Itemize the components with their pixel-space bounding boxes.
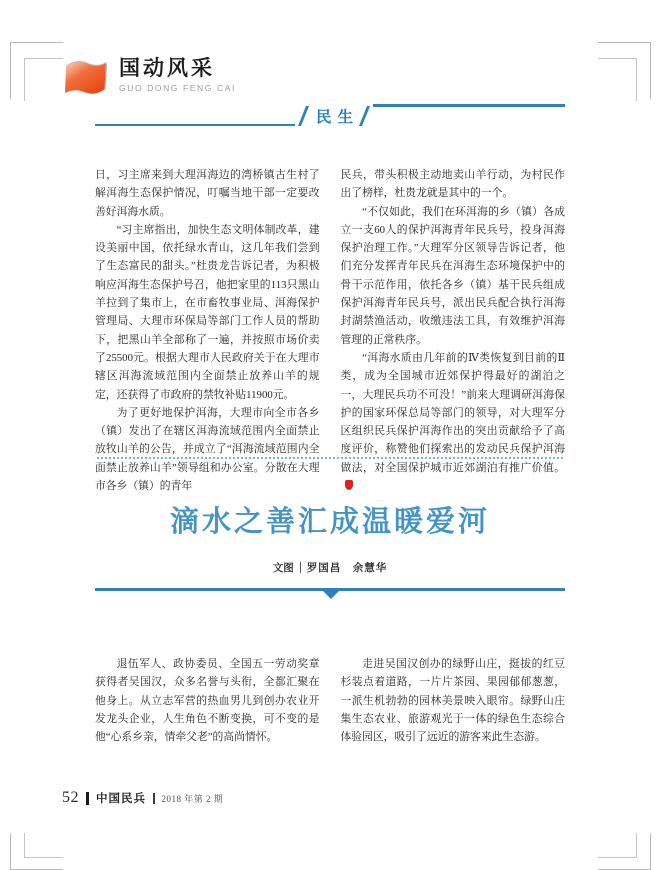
byline-divider (300, 562, 301, 573)
crop-mark-bottom-right-inner (598, 833, 637, 858)
flag-icon (62, 57, 108, 102)
footer-divider (86, 792, 89, 805)
paragraph: 走进吴国汉创办的绿野山庄，挺拔的红豆杉装点着道路，一片片茶园、果园郁郁葱葱，一派生机勃勃的园林美景映入眼帘。绿野山庄集生态农业、旅游观光于一体的绿色生态综合体验园区，吸引了远近的游客来此生态游。 (340, 658, 565, 744)
category-rule (95, 102, 565, 127)
top-article-left-column (95, 166, 320, 495)
crop-mark-bottom-left-inner (24, 833, 63, 858)
feature-right-column (341, 655, 566, 746)
feature-left-column (95, 655, 320, 746)
slash-icon (298, 106, 309, 126)
paragraph: 日，习主席来到大理洱海边的湾桥镇古生村了解洱海生态保护情况，叮嘱当地干部一定要改善好洱海水质。 (95, 169, 320, 218)
section-brand-text (119, 57, 236, 93)
byline (95, 560, 565, 575)
page-number: 52 (62, 789, 79, 806)
paragraph (341, 349, 566, 495)
paragraph: 退伍军人、政协委员、全国五一劳动奖章获得者吴国汉，众多名誉与头衔，全都汇聚在他身上。从立志军营的热血男儿到创办农业开发龙头企业，人生角色不断变换，可不变的是他“心系乡亲，情牵父老”的高尚情怀。 (95, 658, 320, 744)
top-article-columns (95, 166, 565, 495)
paragraph: “习主席指出，加快生态文明体制改革，建设美丽中国，依托绿水青山，这几年我们尝到了生态富民的甜头。”杜贵龙告诉记者，为积极响应洱海生态保护号召，他把家里的113只黑山羊拉到了集市上，在市畜牧事业局、洱海保护管理局、大理市环保局等部门工作人员的帮助下，把黑山羊全部称了一遍，并按照市场价卖了25500元。根据大理市人民政府关于在大理市辖区洱海流域范围内全面禁止放养山羊的规定，还获得了市政府的禁牧补贴11900元。 (95, 223, 320, 401)
byline-label: 文图 (272, 562, 294, 574)
crop-mark-top-right-inner (598, 58, 637, 101)
page-footer (62, 789, 223, 807)
dotted-divider (97, 457, 563, 459)
magazine-name: 中国民兵 (96, 793, 146, 805)
footer-divider (153, 793, 155, 804)
section-title: 国动风采 (119, 57, 215, 80)
feature-title: 滴水之善汇成温暖爱河 (169, 506, 490, 538)
byline-authors: 罗国昌 余慧华 (306, 562, 388, 574)
crop-mark-top-left-inner (24, 58, 63, 101)
paragraph-text: “洱海水质由几年前的Ⅳ类恢复到目前的Ⅱ类，成为全国城市近郊保护得最好的湖泊之一，大理民兵功不可没！”前来大理调研洱海保护的国家环保总局等部门的领导，对大理军分区组织民兵保护洱海作出的突出贡献给予了高度评价，称赞他们探索出的发动民兵保护洱海做法，对全国保护城市近郊湖泊有推广价值。 (340, 351, 565, 474)
rule-right-segment (373, 104, 565, 107)
article-end-icon (345, 480, 353, 490)
paragraph: 为了更好地保护洱海，大理市向全市各乡（镇）发出了在辖区洱海流域范围内全面禁止放牧山羊的公告，并成立了“洱海流域范围内全面禁止放养山羊”领导组和办公室。分散在大理市各乡（镇）的青年 (95, 406, 320, 493)
paragraph: “不仅如此，我们在环洱海的乡（镇）各成立一支60人的保护洱海青年民兵号，投身洱海保护治理工作。”大理军分区领导告诉记者，他们充分发挥青年民兵在洱海生态环境保护中的骨干示范作用，依托各乡（镇）基干民兵组成保护洱海青年民兵号，派出民兵配合执行洱海封湖禁渔活动，收缴违法工具，有效维护洱海管理的正常秩序。 (340, 205, 565, 346)
feature-article-columns (95, 655, 565, 746)
paragraph: 民兵，带头积极主动地卖山羊行动，为村民作出了榜样，杜贵龙就是其中的一个。 (340, 169, 565, 200)
section-brand (62, 57, 236, 102)
rule-left-segment (95, 124, 295, 127)
category-label: 民生 (316, 109, 360, 126)
slash-icon (359, 106, 370, 126)
triangle-down-icon (322, 590, 340, 599)
issue-label: 2018 年第 2 期 (161, 793, 224, 804)
section-subtitle: GUO DONG FENG CAI (119, 83, 236, 94)
top-article-right-column (341, 166, 566, 495)
